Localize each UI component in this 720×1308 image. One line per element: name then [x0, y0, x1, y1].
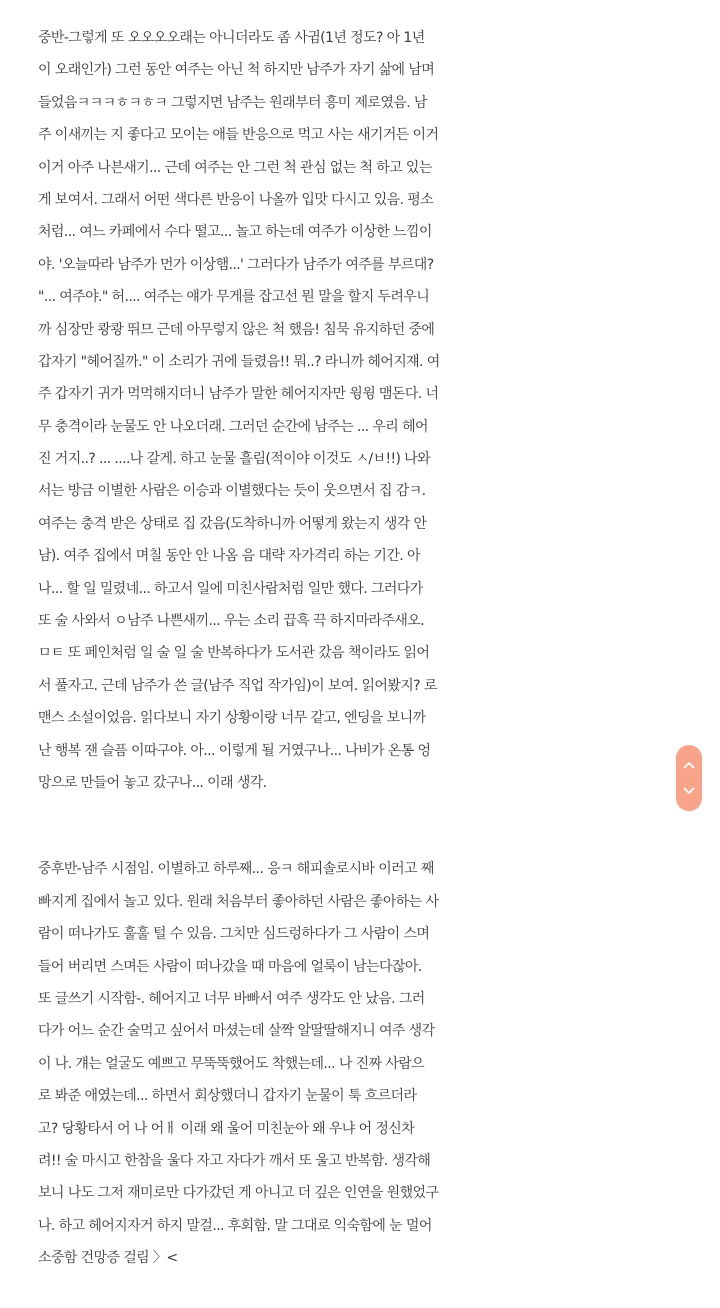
- text-line: 서는 방금 이별한 사람은 이승과 이별했다는 듯이 웃으면서 집 감ㅋ.: [38, 483, 426, 500]
- text-line: 무 충격이라 눈물도 안 나오더래. 그러던 순간에 남주는 ... 우리 헤어: [38, 418, 428, 435]
- text-line: 남). 여주 집에서 며칠 동안 안 나옴 음 대략 자가격리 하는 기간. 아: [38, 548, 420, 565]
- text-line: 나. 하고 헤어지자거 하지 말걸... 후회함. 말 그대로 익숙함에 눈 멀어: [38, 1217, 432, 1234]
- text-line: 다가 어느 순간 술먹고 싶어서 마셨는데 살짝 알딸딸해지니 여주 생각: [38, 1023, 435, 1040]
- text-line: 들었음ㅋㅋㅋㅎㅋㅎㅋ 그렇지면 남주는 원래부터 흥미 제로였음. 남: [38, 94, 427, 111]
- text-line: 들어 버리면 스며든 사람이 떠나갔을 때 마음에 얼룩이 남는다잖아.: [38, 958, 422, 975]
- text-line: 게 보여서. 그래서 어떤 색다른 반응이 나올까 입맛 다시고 있음. 평소: [38, 191, 434, 208]
- text-line: 로 봐준 애였는데... 하면서 회상했더니 갑자기 눈물이 툭 흐르더라: [38, 1088, 417, 1105]
- text-line: 주 이새끼는 지 좋다고 모이는 애들 반응으로 먹고 사는 새기거든 이거: [38, 127, 439, 144]
- scroll-down-button[interactable]: [682, 784, 696, 798]
- text-line: ㅁㅌ 또 페인처럼 일 술 일 술 반복하다가 도서관 갔음 책이라도 읽어: [38, 645, 430, 662]
- paragraph-middle: [38, 22, 688, 799]
- text-line: 갑자기 "헤어질까." 이 소리가 귀에 들렸음!! 뭐..? 라니까 헤어지쟤. 여: [38, 353, 440, 370]
- text-line: 빠지게 집에서 놀고 있다. 원래 처음부터 좋아하던 사람은 좋아하는 사: [38, 893, 439, 910]
- text-line: 또 글쓰기 시작함-. 헤어지고 너무 바빠서 여주 생각도 안 났음. 그러: [38, 990, 425, 1007]
- text-line: 까 심장만 쾅쾅 뛰므 근데 아무렇지 않은 척 했음! 침묵 유지하던 중에: [38, 321, 435, 338]
- text-line: 중반-그렇게 또 오오오오래는 아니더라도 좀 사귐(1년 정도? 아 1년: [38, 30, 425, 46]
- text-line: 여주는 충격 받은 상태로 집 갔음(도착하니까 어떻게 왔는지 생각 안: [38, 515, 427, 532]
- text-line: 또 술 사와서 ㅇ남주 나쁜새끼... 우는 소리 끕흑 끅 하지마라주새오.: [38, 613, 425, 630]
- scroll-buttons: [676, 745, 702, 811]
- text-line: 이거 아주 나븐새기... 근데 여주는 안 그런 척 관심 없는 척 하고 있는: [38, 159, 432, 176]
- text-line: 소중함 건망증 걸림 〉<: [38, 1250, 178, 1267]
- text-line: 망으로 만들어 놓고 갔구나... 이래 생각.: [38, 774, 267, 791]
- text-line: 중후반-남주 시점임. 이별하고 하루째... 응ㅋ 해피솔로시바 이러고 째: [38, 861, 434, 878]
- text-line: 고? 당황타서 어 나 어ㅐ 이래 왜 울어 미친눈아 왜 우냐 어 정신차: [38, 1120, 415, 1137]
- text-line: 진 거지..? ... ....나 갈게. 하고 눈물 흘림(적이야 이것도 ㅅ/ㅂ!!) 나와: [38, 451, 431, 468]
- text-line: 서 풀자고. 근데 남주가 쓴 글(남주 직업 작가임)이 보여. 읽어봤지? 로: [38, 677, 437, 694]
- text-line: 처럼... 여느 카페에서 수다 떨고... 놀고 하는데 여주가 이상한 느낌이: [38, 224, 432, 241]
- text-line: 려!! 술 마시고 한참을 울다 자고 자다가 깨서 또 울고 반복함. 생각해: [38, 1152, 431, 1169]
- chevron-up-icon: [683, 761, 695, 769]
- post-body: [38, 22, 688, 1274]
- chevron-down-icon: [683, 787, 695, 795]
- paragraph-gap: [38, 799, 688, 853]
- text-line: "... 여주야." 허.... 여주는 얘가 무게를 잡고선 뭔 말을 할지 두려우니: [38, 289, 430, 306]
- scroll-up-button[interactable]: [682, 758, 696, 772]
- text-line: 이 오래인가) 그런 동안 여주는 아닌 척 하지만 남주가 자기 삶에 남며: [38, 62, 435, 79]
- text-line: 나... 할 일 밀렸네... 하고서 일에 미친사람처럼 일만 했다. 그러다가: [38, 580, 423, 597]
- text-line: 맨스 소설이었음. 읽다보니 자기 상황이랑 너무 같고, 엔딩을 보니까: [38, 710, 426, 727]
- text-line: 주 갑자기 귀가 먹먹해지더니 남주가 말한 헤어지자만 윙윙 맴돈다. 너: [38, 386, 439, 403]
- text-line: 야. '오늘따라 남주가 먼가 이상햄...' 그러다가 남주가 여주를 부르대?: [38, 256, 434, 273]
- text-line: 이 나. 걔는 얼굴도 예쁘고 무뚝뚝했어도 착했는데... 나 진짜 사람으: [38, 1055, 425, 1072]
- text-line: 난 행복 잰 슬픔 이따구야. 아... 이렇게 될 거였구나... 나비가 온통 엉: [38, 742, 431, 759]
- text-line: 람이 떠나가도 훌훌 털 수 있음. 그치만 심드렁하다가 그 사람이 스며: [38, 926, 430, 943]
- text-line: 보니 나도 그저 재미로만 다가갔던 게 아니고 더 깊은 인연을 원했었구: [38, 1185, 439, 1202]
- paragraph-late-middle: [38, 853, 688, 1274]
